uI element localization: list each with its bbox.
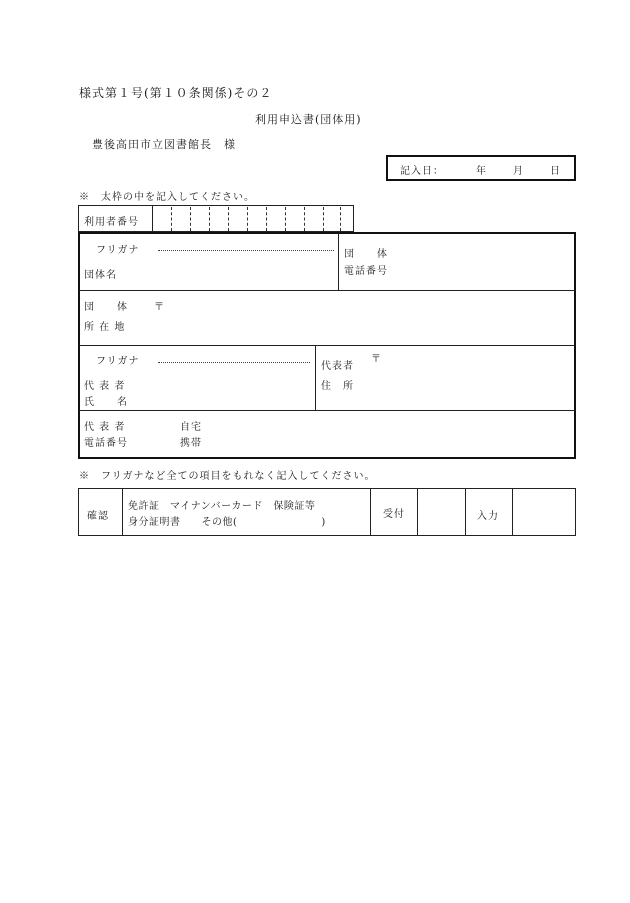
group-postal-mark: 〒 [154,302,165,313]
rep-furigana-label: フリガナ [96,356,140,367]
rep-phone-mobile-label: 携帯 [180,438,202,449]
rep-address-label-1: 代表者 [321,361,354,372]
date-month[interactable]: 月 [513,166,524,177]
office-use-table [78,488,576,536]
date-day[interactable]: 日 [550,166,561,177]
form-title: 利用申込書(団体用) [255,113,362,126]
group-furigana-label: フリガナ [96,245,140,256]
rep-address-label-2: 住 所 [321,381,354,392]
rep-phone-label-1: 代 表 者 [84,422,126,433]
rep-phone-home-label: 自宅 [180,422,202,433]
user-number-label: 利用者番号 [84,217,139,228]
group-name-label: 団体名 [84,270,117,281]
addressee: 豊後高田市立図書館長 様 [92,138,236,151]
form-code: 様式第１号(第１０条関係)その２ [79,86,273,100]
id-documents-line-2: 身分証明書 その他( ) [128,517,326,528]
note-top: ※ 太枠の中を記入してください。 [79,192,255,203]
confirm-label: 確認 [87,511,109,522]
id-documents-line-1: 免許証 マイナンバーカード 保険証等 [128,501,316,512]
received-label: 受付 [383,509,405,520]
rep-name-label-2: 氏 名 [84,397,128,408]
entry-label: 入力 [477,511,499,522]
note-bottom: ※ フリガナなど全ての項目をもれなく記入してください。 [79,471,376,482]
group-phone-label-1: 団 体 [344,249,388,260]
rep-name-label-1: 代 表 者 [84,381,126,392]
date-year[interactable]: 年 [476,166,487,177]
date-label: 記入日： [400,166,444,177]
group-phone-label-2: 電話番号 [344,266,388,277]
rep-postal-mark: 〒 [371,354,382,365]
group-address-label-1: 団 体 [84,302,128,313]
group-address-label-2: 所 在 地 [84,322,126,333]
rep-phone-label-2: 電話番号 [84,438,128,449]
